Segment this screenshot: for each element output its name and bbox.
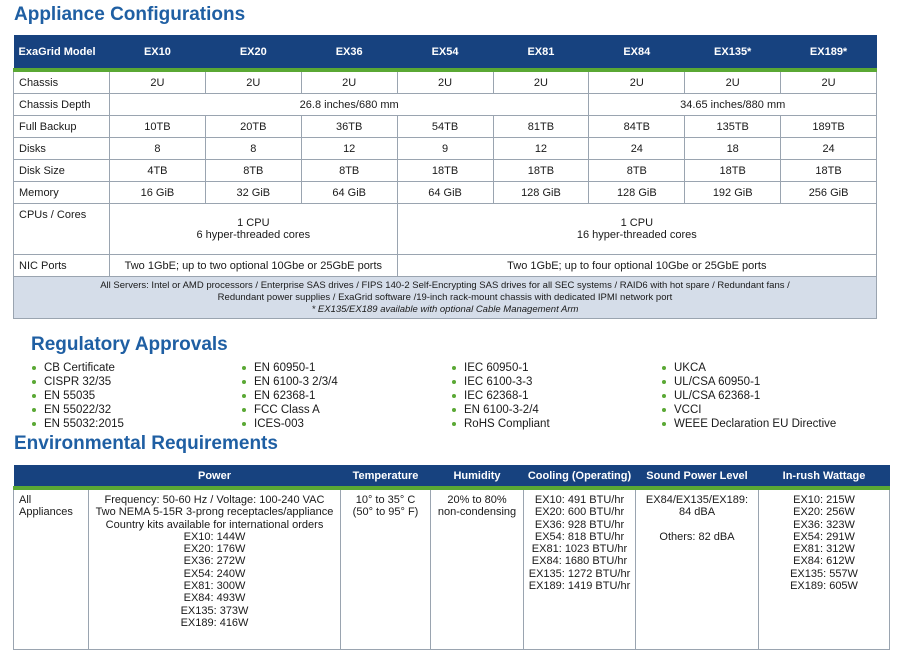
header-sound: Sound Power Level bbox=[636, 465, 759, 488]
row-label-line: Appliances bbox=[19, 506, 73, 519]
power-line: Frequency: 50-60 Hz / Voltage: 100-240 VAC bbox=[104, 494, 325, 506]
temperature-line: (50° to 95° F) bbox=[352, 506, 419, 519]
row-label: CPUs / Cores bbox=[14, 204, 110, 255]
environmental-title: Environmental Requirements bbox=[14, 433, 278, 454]
list-item: EN 55035 bbox=[30, 389, 240, 403]
list-item: IEC 62368-1 bbox=[450, 389, 660, 403]
row-label: Disk Size bbox=[14, 160, 110, 182]
row-full-backup bbox=[14, 116, 877, 138]
row-all-appliances bbox=[14, 488, 890, 650]
header-ex81: EX81 bbox=[493, 35, 589, 70]
cell: 18TB bbox=[685, 160, 781, 182]
row-label: Full Backup bbox=[14, 116, 110, 138]
header-ex54: EX54 bbox=[397, 35, 493, 70]
cell: 8 bbox=[205, 138, 301, 160]
footnote-line: All Servers: Intel or AMD processors / Enterprise SAS drives / FIPS 140-2 Self-Encrypting SAS drives for all SEC systems / RAID6 with hot spare / Redundant fans / bbox=[100, 279, 790, 291]
humidity-line: 20% to 80% bbox=[447, 494, 507, 506]
cell: 256 GiB bbox=[781, 182, 877, 204]
temperature-line: 10° to 35° C bbox=[355, 494, 416, 506]
power-line: Country kits available for international orders bbox=[105, 518, 324, 531]
cell: 12 bbox=[301, 138, 397, 160]
cell: 20TB bbox=[205, 116, 301, 138]
cell: 84TB bbox=[589, 116, 685, 138]
inrush-line: EX84: 612W bbox=[793, 555, 855, 568]
inrush-line: EX81: 312W bbox=[793, 543, 855, 556]
cell: 18TB bbox=[493, 160, 589, 182]
power-line: EX54: 240W bbox=[183, 567, 246, 580]
list-item: RoHS Compliant bbox=[450, 417, 660, 431]
sound-line: EX84/EX135/EX189: bbox=[645, 494, 749, 506]
cell: 36TB bbox=[301, 116, 397, 138]
cell: 2U bbox=[301, 70, 397, 94]
header-humidity: Humidity bbox=[431, 465, 524, 488]
header-ex10: EX10 bbox=[110, 35, 206, 70]
cell: 64 GiB bbox=[397, 182, 493, 204]
regulatory-column-2 bbox=[240, 361, 450, 431]
inrush-line: EX36: 323W bbox=[793, 518, 855, 531]
cell: Two 1GbE; up to two optional 10Gbe or 25GbE ports bbox=[110, 255, 398, 277]
humidity-line: non-condensing bbox=[437, 506, 517, 519]
list-item: EN 60950-1 bbox=[240, 361, 450, 375]
row-disks bbox=[14, 138, 877, 160]
list-item: UKCA bbox=[660, 361, 870, 375]
list-item: EN 55022/32 bbox=[30, 403, 240, 417]
page-title: Appliance Configurations bbox=[14, 4, 246, 25]
cell: 2U bbox=[685, 70, 781, 94]
cell: 32 GiB bbox=[205, 182, 301, 204]
list-item: FCC Class A bbox=[240, 403, 450, 417]
cell: 2U bbox=[110, 70, 206, 94]
list-item: EN 6100-3 2/3/4 bbox=[240, 375, 450, 389]
list-item: CISPR 32/35 bbox=[30, 375, 240, 389]
inrush-line: EX135: 557W bbox=[790, 567, 858, 580]
row-disk-size bbox=[14, 160, 877, 182]
list-item: EN 55032:2015 bbox=[30, 417, 240, 431]
power-line: EX135: 373W bbox=[180, 604, 249, 617]
appliance-config-table bbox=[13, 35, 877, 319]
cell: 2U bbox=[493, 70, 589, 94]
header-model: ExaGrid Model bbox=[14, 35, 110, 70]
cell bbox=[397, 204, 876, 255]
cell: 4TB bbox=[110, 160, 206, 182]
cell: 54TB bbox=[397, 116, 493, 138]
cell: 8TB bbox=[301, 160, 397, 182]
list-item: WEEE Declaration EU Directive bbox=[660, 417, 870, 431]
cpu-cores: 6 hyper-threaded cores bbox=[196, 229, 311, 241]
row-cpus bbox=[14, 204, 877, 255]
sound-spacer bbox=[638, 519, 756, 531]
temperature-cell bbox=[341, 488, 431, 650]
environmental-table bbox=[13, 465, 890, 650]
row-label bbox=[14, 488, 89, 650]
cpu-count: 1 CPU bbox=[620, 217, 654, 229]
list-item: VCCI bbox=[660, 403, 870, 417]
cell bbox=[110, 204, 398, 255]
cell: 2U bbox=[397, 70, 493, 94]
cell: 18 bbox=[685, 138, 781, 160]
list-item: CB Certificate bbox=[30, 361, 240, 375]
sound-cell bbox=[636, 488, 759, 650]
footnote-line: Redundant power supplies / ExaGrid software /19-inch rack-mount chassis with dedicated IPMI network port bbox=[217, 291, 673, 303]
header-ex135: EX135* bbox=[685, 35, 781, 70]
cell: 16 GiB bbox=[110, 182, 206, 204]
list-item: IEC 6100-3-3 bbox=[450, 375, 660, 389]
cooling-line: EX54: 818 BTU/hr bbox=[534, 530, 625, 543]
cooling-line: EX135: 1272 BTU/hr bbox=[528, 567, 631, 580]
list-item: UL/CSA 60950-1 bbox=[660, 375, 870, 389]
environmental-header-row bbox=[14, 465, 890, 488]
regulatory-column-3 bbox=[450, 361, 660, 431]
list-item: EN 6100-3-2/4 bbox=[450, 403, 660, 417]
cell: 189TB bbox=[781, 116, 877, 138]
cell: 9 bbox=[397, 138, 493, 160]
cell: 8TB bbox=[589, 160, 685, 182]
inrush-line: EX54: 291W bbox=[793, 530, 855, 543]
power-line: EX36: 272W bbox=[183, 555, 246, 568]
header-power: Power bbox=[89, 465, 341, 488]
row-label: Chassis Depth bbox=[14, 94, 110, 116]
cell: 24 bbox=[589, 138, 685, 160]
cpu-count: 1 CPU bbox=[237, 217, 270, 229]
cooling-cell bbox=[524, 488, 636, 650]
cooling-line: EX189: 1419 BTU/hr bbox=[528, 580, 631, 593]
row-label: Chassis bbox=[14, 70, 110, 94]
header-inrush: In-rush Wattage bbox=[759, 465, 890, 488]
cell: 8TB bbox=[205, 160, 301, 182]
row-footnote bbox=[14, 277, 877, 319]
regulatory-column-1 bbox=[30, 361, 240, 431]
config-header-row bbox=[14, 35, 877, 70]
cell: 34.65 inches/880 mm bbox=[589, 94, 877, 116]
row-chassis-depth bbox=[14, 94, 877, 116]
cell: 64 GiB bbox=[301, 182, 397, 204]
power-line: EX10: 144W bbox=[183, 530, 246, 543]
cell: 8 bbox=[110, 138, 206, 160]
header-temperature: Temperature bbox=[341, 465, 431, 488]
regulatory-column-4 bbox=[660, 361, 870, 431]
row-chassis bbox=[14, 70, 877, 94]
cell: 2U bbox=[589, 70, 685, 94]
header-ex189: EX189* bbox=[781, 35, 877, 70]
row-label: Disks bbox=[14, 138, 110, 160]
header-ex84: EX84 bbox=[589, 35, 685, 70]
list-item: UL/CSA 62368-1 bbox=[660, 389, 870, 403]
inrush-cell bbox=[759, 488, 890, 650]
cooling-line: EX20: 600 BTU/hr bbox=[534, 506, 625, 519]
sound-line: Others: 82 dBA bbox=[659, 530, 735, 543]
regulatory-title: Regulatory Approvals bbox=[31, 334, 228, 355]
cell: 26.8 inches/680 mm bbox=[110, 94, 589, 116]
footnote-cell bbox=[14, 277, 877, 319]
list-item: EN 62368-1 bbox=[240, 389, 450, 403]
cell: 192 GiB bbox=[685, 182, 781, 204]
power-line: Two NEMA 5-15R 3-prong receptacles/appliance bbox=[95, 506, 334, 519]
cell: 18TB bbox=[781, 160, 877, 182]
inrush-line: EX20: 256W bbox=[793, 506, 855, 519]
header-cooling: Cooling (Operating) bbox=[524, 465, 636, 488]
cell: 24 bbox=[781, 138, 877, 160]
power-line: EX84: 493W bbox=[183, 592, 246, 605]
row-label: Memory bbox=[14, 182, 110, 204]
list-item: ICES-003 bbox=[240, 417, 450, 431]
row-label: NIC Ports bbox=[14, 255, 110, 277]
header-empty bbox=[14, 465, 89, 488]
list-item: IEC 60950-1 bbox=[450, 361, 660, 375]
inrush-line: EX10: 215W bbox=[793, 494, 855, 506]
humidity-cell bbox=[431, 488, 524, 650]
row-label-line: All bbox=[19, 494, 32, 506]
cell: 128 GiB bbox=[493, 182, 589, 204]
cell: 12 bbox=[493, 138, 589, 160]
cell: 2U bbox=[781, 70, 877, 94]
inrush-line: EX189: 605W bbox=[790, 580, 858, 593]
cooling-line: EX81: 1023 BTU/hr bbox=[531, 543, 628, 556]
header-ex36: EX36 bbox=[301, 35, 397, 70]
footnote-asterisk: * EX135/EX189 available with optional Cable Management Arm bbox=[311, 303, 579, 315]
cell: 135TB bbox=[685, 116, 781, 138]
power-cell bbox=[89, 488, 341, 650]
cooling-line: EX36: 928 BTU/hr bbox=[534, 518, 625, 531]
cpu-cores: 16 hyper-threaded cores bbox=[576, 229, 697, 241]
power-line: EX81: 300W bbox=[183, 580, 246, 593]
cell: Two 1GbE; up to four optional 10Gbe or 25GbE ports bbox=[397, 255, 876, 277]
header-ex20: EX20 bbox=[205, 35, 301, 70]
cooling-line: EX84: 1680 BTU/hr bbox=[531, 555, 628, 568]
cell: 10TB bbox=[110, 116, 206, 138]
row-nic-ports bbox=[14, 255, 877, 277]
cooling-line: EX10: 491 BTU/hr bbox=[534, 494, 625, 506]
cell: 2U bbox=[205, 70, 301, 94]
power-line: EX20: 176W bbox=[183, 543, 246, 556]
power-line: EX189: 416W bbox=[180, 616, 249, 629]
row-memory bbox=[14, 182, 877, 204]
cell: 81TB bbox=[493, 116, 589, 138]
sound-line: 84 dBA bbox=[678, 506, 716, 519]
cell: 18TB bbox=[397, 160, 493, 182]
cell: 128 GiB bbox=[589, 182, 685, 204]
